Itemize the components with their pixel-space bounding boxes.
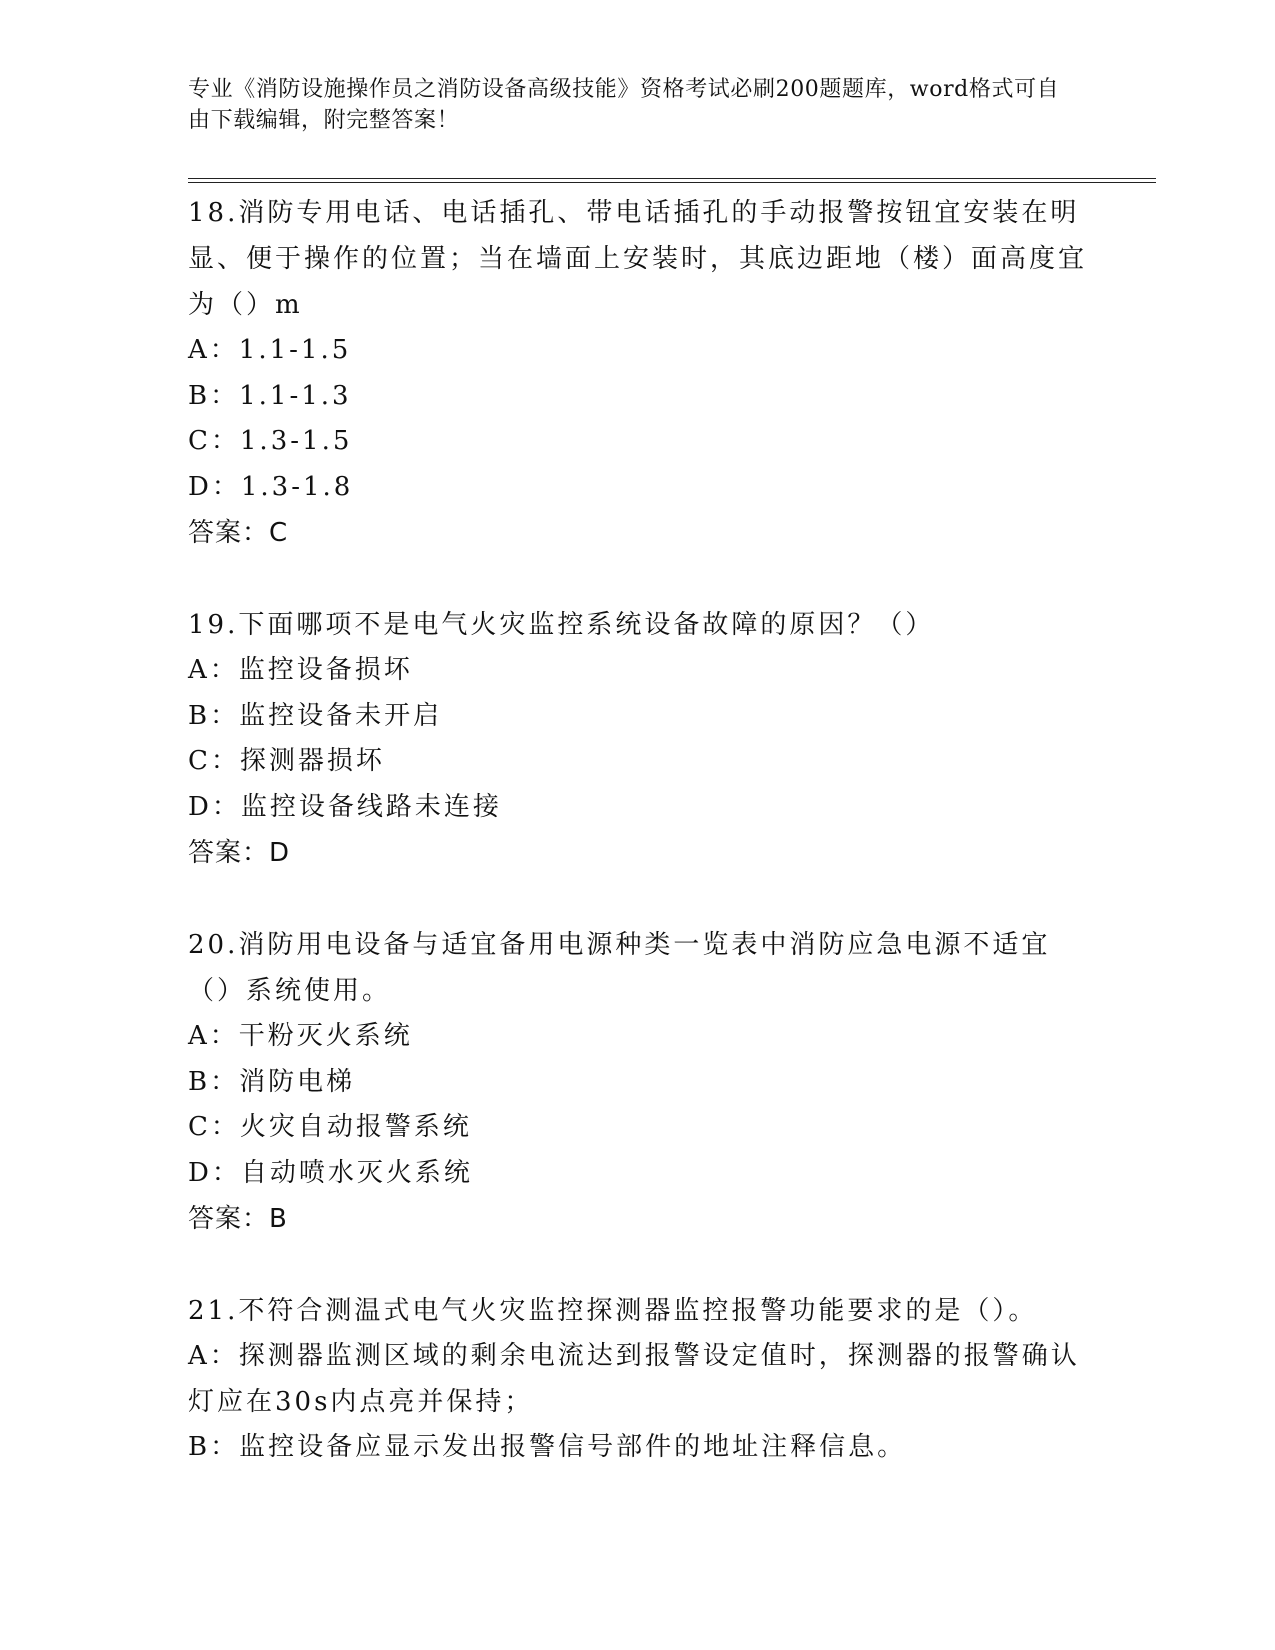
question-stem: 18.消防专用电话、电话插孔、带电话插孔的手动报警按钮宜安装在明显、便于操作的位置；当在墙面上安装时，其底边距地（楼）面高度宜为（）m	[188, 198, 1088, 320]
header-divider	[188, 178, 1156, 183]
question-20	[188, 922, 1088, 1242]
option-c: C：1.3-1.5	[188, 426, 353, 456]
option-b: B：监控设备未开启	[188, 700, 443, 731]
question-18	[188, 190, 1088, 556]
question-stem: 19.下面哪项不是电气火灾监控系统设备故障的原因？（）	[188, 610, 935, 640]
option-b: B：1.1-1.3	[188, 380, 352, 411]
option-c: C：火灾自动报警系统	[188, 1112, 472, 1142]
document-header: 专业《消防设施操作员之消防设备高级技能》资格考试必刷200题题库，word格式可自由下载编辑，附完整答案！	[188, 77, 1060, 133]
answer-line: 答案：D	[188, 838, 291, 868]
option-b: B：监控设备应显示发出报警信号部件的地址注释信息。	[188, 1432, 907, 1462]
option-b: B：消防电梯	[188, 1066, 356, 1097]
question-stem: 21.不符合测温式电气火灾监控探测器监控报警功能要求的是（）。	[188, 1296, 1038, 1326]
option-d: D：监控设备线路未连接	[188, 791, 502, 822]
option-a: A：探测器监测区域的剩余电流达到报警设定值时，探测器的报警确认灯应在30s内点亮并保持；	[188, 1341, 1080, 1417]
answer-line: 答案：B	[188, 1204, 288, 1234]
question-stem: 20.消防用电设备与适宜备用电源种类一览表中消防应急电源不适宜（）系统使用。	[188, 930, 1051, 1006]
option-a: A：1.1-1.5	[188, 335, 352, 365]
question-19	[188, 602, 1088, 876]
question-list	[188, 190, 1088, 1517]
option-a: A：监控设备损坏	[188, 655, 413, 685]
option-a: A：干粉灭火系统	[188, 1021, 413, 1051]
answer-line: 答案：C	[188, 518, 289, 548]
option-d: D：1.3-1.8	[188, 471, 354, 502]
option-c: C：探测器损坏	[188, 746, 385, 776]
option-d: D：自动喷水灭火系统	[188, 1157, 473, 1188]
question-21	[188, 1288, 1088, 1471]
